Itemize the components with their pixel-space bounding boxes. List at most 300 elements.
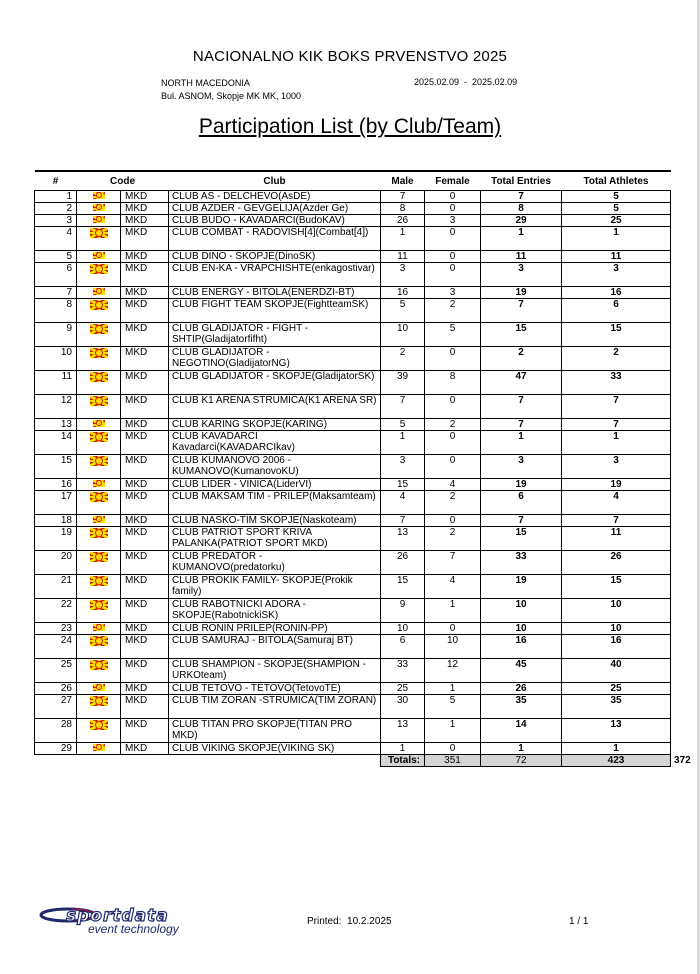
north-macedonia-flag-icon (90, 576, 108, 586)
row-number: 6 (35, 263, 77, 287)
row-number: 19 (35, 527, 77, 551)
row-female: 0 (425, 455, 481, 479)
row-male: 7 (381, 515, 425, 527)
row-entries: 15 (481, 323, 562, 347)
row-entries: 7 (481, 191, 562, 203)
row-code: MKD (121, 575, 169, 599)
row-club: CLUB BUDO - KAVADARCI(BudoKAV) (169, 215, 381, 227)
flag-cell (77, 371, 121, 395)
sportdata-logo (38, 906, 228, 936)
row-entries: 3 (481, 455, 562, 479)
row-code: MKD (121, 251, 169, 263)
row-athletes: 25 (562, 683, 671, 695)
north-macedonia-flag-icon (93, 624, 105, 631)
row-entries: 10 (481, 599, 562, 623)
row-male: 5 (381, 419, 425, 431)
row-athletes: 11 (562, 527, 671, 551)
row-male: 16 (381, 287, 425, 299)
row-female: 3 (425, 215, 481, 227)
table-row (35, 431, 671, 455)
row-female: 0 (425, 395, 481, 419)
row-club: CLUB KARING SKOPJE(KARING) (169, 419, 381, 431)
row-number: 8 (35, 299, 77, 323)
north-macedonia-flag-icon (93, 216, 105, 223)
row-male: 26 (381, 551, 425, 575)
row-entries: 8 (481, 203, 562, 215)
totals-female: 72 (481, 755, 562, 767)
row-number: 20 (35, 551, 77, 575)
row-entries: 7 (481, 419, 562, 431)
row-female: 8 (425, 371, 481, 395)
row-code: MKD (121, 371, 169, 395)
row-male: 1 (381, 743, 425, 755)
row-entries: 7 (481, 395, 562, 419)
row-athletes: 4 (562, 491, 671, 515)
totals-entries: 423 (562, 755, 671, 767)
row-code: MKD (121, 683, 169, 695)
row-code: MKD (121, 431, 169, 455)
row-entries: 16 (481, 635, 562, 659)
row-code: MKD (121, 515, 169, 527)
row-code: MKD (121, 323, 169, 347)
table-row (35, 323, 671, 347)
col-female: Female (425, 171, 481, 191)
row-club: CLUB TETOVO - TETOVO(TetovoTE) (169, 683, 381, 695)
row-club: CLUB PATRIOT SPORT KRIVA PALANKA(PATRIOT SPORT MKD) (169, 527, 381, 551)
row-male: 5 (381, 299, 425, 323)
row-number: 14 (35, 431, 77, 455)
flag-cell (77, 251, 121, 263)
event-dates: 2025.02.09 - 2025.02.09 (414, 77, 518, 87)
north-macedonia-flag-icon (90, 528, 108, 538)
row-number: 23 (35, 623, 77, 635)
north-macedonia-flag-icon (90, 720, 108, 730)
row-entries: 7 (481, 299, 562, 323)
row-male: 13 (381, 719, 425, 743)
table-row (35, 551, 671, 575)
table-row (35, 491, 671, 515)
row-code: MKD (121, 215, 169, 227)
row-entries: 7 (481, 515, 562, 527)
flag-cell (77, 515, 121, 527)
flag-cell (77, 683, 121, 695)
col-total-entries: Total Entries (481, 171, 562, 191)
row-number: 2 (35, 203, 77, 215)
row-code: MKD (121, 719, 169, 743)
flag-cell (77, 323, 121, 347)
north-macedonia-flag-icon (90, 456, 108, 466)
north-macedonia-flag-icon (90, 264, 108, 274)
row-club: CLUB TITAN PRO SKOPJE(TITAN PRO MKD) (169, 719, 381, 743)
row-athletes: 26 (562, 551, 671, 575)
flag-cell (77, 623, 121, 635)
north-macedonia-flag-icon (90, 228, 108, 238)
table-row (35, 515, 671, 527)
row-female: 2 (425, 299, 481, 323)
row-code: MKD (121, 263, 169, 287)
table-row (35, 371, 671, 395)
row-club: CLUB TIM ZORAN -STRUMICA(TIM ZORAN) (169, 695, 381, 719)
north-macedonia-flag-icon (90, 492, 108, 502)
row-entries: 45 (481, 659, 562, 683)
row-male: 39 (381, 371, 425, 395)
flag-cell (77, 227, 121, 251)
row-athletes: 13 (562, 719, 671, 743)
flag-cell (77, 719, 121, 743)
table-row (35, 479, 671, 491)
row-code: MKD (121, 455, 169, 479)
row-male: 1 (381, 431, 425, 455)
row-number: 15 (35, 455, 77, 479)
row-female: 12 (425, 659, 481, 683)
flag-cell (77, 299, 121, 323)
row-entries: 14 (481, 719, 562, 743)
row-athletes: 35 (562, 695, 671, 719)
flag-cell (77, 287, 121, 299)
row-athletes: 1 (562, 431, 671, 455)
row-male: 15 (381, 575, 425, 599)
row-code: MKD (121, 623, 169, 635)
row-number: 18 (35, 515, 77, 527)
row-club: CLUB GLADIJATOR - NEGOTINO(GladijatorNG) (169, 347, 381, 371)
row-club: CLUB DINO - SKOPJE(DinoSK) (169, 251, 381, 263)
row-female: 0 (425, 515, 481, 527)
table-row (35, 215, 671, 227)
row-entries: 1 (481, 431, 562, 455)
row-entries: 19 (481, 479, 562, 491)
row-female: 0 (425, 743, 481, 755)
north-macedonia-flag-icon (90, 396, 108, 406)
table-row (35, 599, 671, 623)
row-athletes: 3 (562, 263, 671, 287)
flag-cell (77, 215, 121, 227)
row-club: CLUB PROKIK FAMILY- SKOPJE(Prokik family) (169, 575, 381, 599)
page-number: 1 / 1 (569, 916, 589, 927)
flag-cell (77, 695, 121, 719)
row-male: 33 (381, 659, 425, 683)
organizer-address (161, 77, 301, 103)
row-female: 4 (425, 575, 481, 599)
participation-table (34, 170, 691, 767)
row-athletes: 19 (562, 479, 671, 491)
row-code: MKD (121, 527, 169, 551)
row-female: 4 (425, 479, 481, 491)
org-country: NORTH MACEDONIA (161, 78, 250, 88)
row-number: 25 (35, 659, 77, 683)
row-club: CLUB RABOTNICKI ADORA - SKOPJE(RabotnickiSK) (169, 599, 381, 623)
table-row (35, 299, 671, 323)
printed-date: Printed: 10.2.2025 (307, 916, 392, 927)
col-male: Male (381, 171, 425, 191)
row-male: 30 (381, 695, 425, 719)
row-code: MKD (121, 491, 169, 515)
row-entries: 33 (481, 551, 562, 575)
row-code: MKD (121, 203, 169, 215)
row-athletes: 10 (562, 599, 671, 623)
row-code: MKD (121, 299, 169, 323)
north-macedonia-flag-icon (90, 432, 108, 442)
row-club: CLUB NASKO-TIM SKOPJE(Naskoteam) (169, 515, 381, 527)
row-male: 7 (381, 191, 425, 203)
row-athletes: 11 (562, 251, 671, 263)
flag-cell (77, 659, 121, 683)
row-club: CLUB GLADIJATOR - SKOPJE(GladijatorSK) (169, 371, 381, 395)
row-entries: 11 (481, 251, 562, 263)
page-title-text: Participation List (by Club/Team) (198, 115, 502, 138)
row-athletes: 33 (562, 371, 671, 395)
row-female: 0 (425, 227, 481, 251)
flag-cell (77, 479, 121, 491)
row-athletes: 2 (562, 347, 671, 371)
table-row (35, 635, 671, 659)
row-male: 13 (381, 527, 425, 551)
row-code: MKD (121, 287, 169, 299)
north-macedonia-flag-icon (93, 252, 105, 259)
row-club: CLUB KAVADARCI Kavadarci(KAVADARCIkav) (169, 431, 381, 455)
north-macedonia-flag-icon (93, 684, 105, 691)
row-female: 5 (425, 695, 481, 719)
flag-cell (77, 743, 121, 755)
row-athletes: 5 (562, 203, 671, 215)
table-row (35, 527, 671, 551)
flag-cell (77, 419, 121, 431)
row-male: 4 (381, 491, 425, 515)
row-club: CLUB COMBAT - RADOVISH[4](Combat[4]) (169, 227, 381, 251)
north-macedonia-flag-icon (93, 420, 105, 427)
north-macedonia-flag-icon (90, 324, 108, 334)
row-athletes: 7 (562, 419, 671, 431)
row-code: MKD (121, 227, 169, 251)
row-number: 7 (35, 287, 77, 299)
flag-cell (77, 599, 121, 623)
row-club: CLUB MAKSAM TIM - PRILEP(Maksamteam) (169, 491, 381, 515)
row-club: CLUB LIDER - VINICA(LiderVI) (169, 479, 381, 491)
row-entries: 1 (481, 743, 562, 755)
row-athletes: 40 (562, 659, 671, 683)
row-male: 7 (381, 395, 425, 419)
row-club: CLUB KUMANOVO 2006 - KUMANOVO(KumanovoKU) (169, 455, 381, 479)
north-macedonia-flag-icon (90, 300, 108, 310)
row-number: 22 (35, 599, 77, 623)
row-club: CLUB ENERGY - BITOLA(ENERDZI-BT) (169, 287, 381, 299)
north-macedonia-flag-icon (93, 480, 105, 487)
row-male: 3 (381, 263, 425, 287)
row-number: 16 (35, 479, 77, 491)
table-row (35, 659, 671, 683)
row-code: MKD (121, 635, 169, 659)
row-code: MKD (121, 743, 169, 755)
row-female: 2 (425, 527, 481, 551)
flag-cell (77, 263, 121, 287)
table-row (35, 719, 671, 743)
row-female: 10 (425, 635, 481, 659)
row-number: 4 (35, 227, 77, 251)
row-club: CLUB SAMURAJ - BITOLA(Samuraj BT) (169, 635, 381, 659)
table-row (35, 419, 671, 431)
col-club: Club (169, 171, 381, 191)
row-female: 3 (425, 287, 481, 299)
row-entries: 47 (481, 371, 562, 395)
row-number: 24 (35, 635, 77, 659)
row-club: CLUB EN-KA - VRAPCHISHTE(enkagostivar) (169, 263, 381, 287)
north-macedonia-flag-icon (93, 516, 105, 523)
flag-cell (77, 527, 121, 551)
row-code: MKD (121, 191, 169, 203)
row-entries: 19 (481, 575, 562, 599)
table-row (35, 251, 671, 263)
north-macedonia-flag-icon (93, 288, 105, 295)
row-female: 0 (425, 623, 481, 635)
row-number: 11 (35, 371, 77, 395)
row-club: CLUB RONIN PRILEP(RONIN-PP) (169, 623, 381, 635)
totals-male: 351 (425, 755, 481, 767)
row-club: CLUB FIGHT TEAM SKOPJE(FightteamSK) (169, 299, 381, 323)
table-row (35, 395, 671, 419)
row-athletes: 7 (562, 395, 671, 419)
row-male: 25 (381, 683, 425, 695)
row-entries: 3 (481, 263, 562, 287)
logo-wordmark: sportdata (66, 906, 169, 926)
row-male: 15 (381, 479, 425, 491)
row-number: 5 (35, 251, 77, 263)
row-male: 11 (381, 251, 425, 263)
page-title (0, 115, 700, 139)
north-macedonia-flag-icon (90, 636, 108, 646)
flag-cell (77, 431, 121, 455)
row-athletes: 15 (562, 323, 671, 347)
row-club: CLUB SHAMPION - SKOPJE(SHAMPION - URKOteam) (169, 659, 381, 683)
row-female: 2 (425, 491, 481, 515)
row-entries: 26 (481, 683, 562, 695)
row-male: 10 (381, 323, 425, 347)
north-macedonia-flag-icon (93, 204, 105, 211)
row-club: CLUB AS - DELCHEVO(AsDE) (169, 191, 381, 203)
row-male: 8 (381, 203, 425, 215)
row-entries: 1 (481, 227, 562, 251)
row-athletes: 10 (562, 623, 671, 635)
table-row (35, 743, 671, 755)
totals-label: Totals: (381, 755, 425, 767)
row-code: MKD (121, 599, 169, 623)
col-total-athletes: Total Athletes (562, 171, 671, 191)
row-club: CLUB K1 ARENA STRUMICA(K1 ARENA SR) (169, 395, 381, 419)
table-row (35, 227, 671, 251)
row-code: MKD (121, 395, 169, 419)
row-female: 0 (425, 203, 481, 215)
row-female: 1 (425, 599, 481, 623)
logo-tagline: event technology (88, 922, 179, 936)
north-macedonia-flag-icon (90, 696, 108, 706)
row-number: 9 (35, 323, 77, 347)
totals-row: Totals: 351 72 423 372 (35, 755, 671, 767)
row-male: 6 (381, 635, 425, 659)
table-row (35, 623, 671, 635)
row-entries: 10 (481, 623, 562, 635)
row-female: 0 (425, 191, 481, 203)
row-athletes: 7 (562, 515, 671, 527)
row-number: 29 (35, 743, 77, 755)
row-number: 1 (35, 191, 77, 203)
north-macedonia-flag-icon (90, 348, 108, 358)
row-number: 26 (35, 683, 77, 695)
row-club: CLUB GLADIJATOR - FIGHT - SHTIP(Gladijatorfifht) (169, 323, 381, 347)
flag-cell (77, 191, 121, 203)
table-row (35, 203, 671, 215)
flag-cell (77, 491, 121, 515)
table-row (35, 683, 671, 695)
row-male: 1 (381, 227, 425, 251)
table-row (35, 287, 671, 299)
row-number: 13 (35, 419, 77, 431)
row-athletes: 16 (562, 635, 671, 659)
row-athletes: 1 (562, 743, 671, 755)
row-female: 0 (425, 347, 481, 371)
row-entries: 6 (481, 491, 562, 515)
row-athletes: 15 (562, 575, 671, 599)
col-number: # (35, 171, 77, 191)
row-male: 3 (381, 455, 425, 479)
row-female: 1 (425, 719, 481, 743)
north-macedonia-flag-icon (90, 600, 108, 610)
north-macedonia-flag-icon (90, 372, 108, 382)
flag-cell (77, 551, 121, 575)
flag-cell (77, 395, 121, 419)
row-athletes: 25 (562, 215, 671, 227)
row-number: 28 (35, 719, 77, 743)
table-row (35, 455, 671, 479)
table-row (35, 347, 671, 371)
flag-cell (77, 203, 121, 215)
row-female: 7 (425, 551, 481, 575)
table-header (35, 171, 671, 191)
row-female: 0 (425, 431, 481, 455)
north-macedonia-flag-icon (93, 744, 105, 751)
row-female: 5 (425, 323, 481, 347)
table-row (35, 263, 671, 287)
row-code: MKD (121, 551, 169, 575)
row-code: MKD (121, 479, 169, 491)
row-athletes: 5 (562, 191, 671, 203)
north-macedonia-flag-icon (93, 192, 105, 199)
row-number: 17 (35, 491, 77, 515)
flag-cell (77, 347, 121, 371)
flag-cell (77, 575, 121, 599)
event-title: NACIONALNO KIK BOKS PRVENSTVO 2025 (192, 48, 508, 65)
row-number: 12 (35, 395, 77, 419)
row-entries: 35 (481, 695, 562, 719)
table-row (35, 575, 671, 599)
north-macedonia-flag-icon (90, 552, 108, 562)
flag-cell (77, 635, 121, 659)
row-female: 0 (425, 251, 481, 263)
flag-cell (77, 455, 121, 479)
org-address: Bul. ASNOM, Skopje MK MK, 1000 (161, 91, 302, 101)
row-athletes: 6 (562, 299, 671, 323)
row-code: MKD (121, 659, 169, 683)
row-entries: 15 (481, 527, 562, 551)
table-row (35, 191, 671, 203)
row-number: 3 (35, 215, 77, 227)
row-entries: 2 (481, 347, 562, 371)
row-athletes: 16 (562, 287, 671, 299)
row-male: 26 (381, 215, 425, 227)
row-athletes: 1 (562, 227, 671, 251)
row-male: 2 (381, 347, 425, 371)
row-number: 27 (35, 695, 77, 719)
row-number: 21 (35, 575, 77, 599)
row-entries: 29 (481, 215, 562, 227)
north-macedonia-flag-icon (90, 660, 108, 670)
